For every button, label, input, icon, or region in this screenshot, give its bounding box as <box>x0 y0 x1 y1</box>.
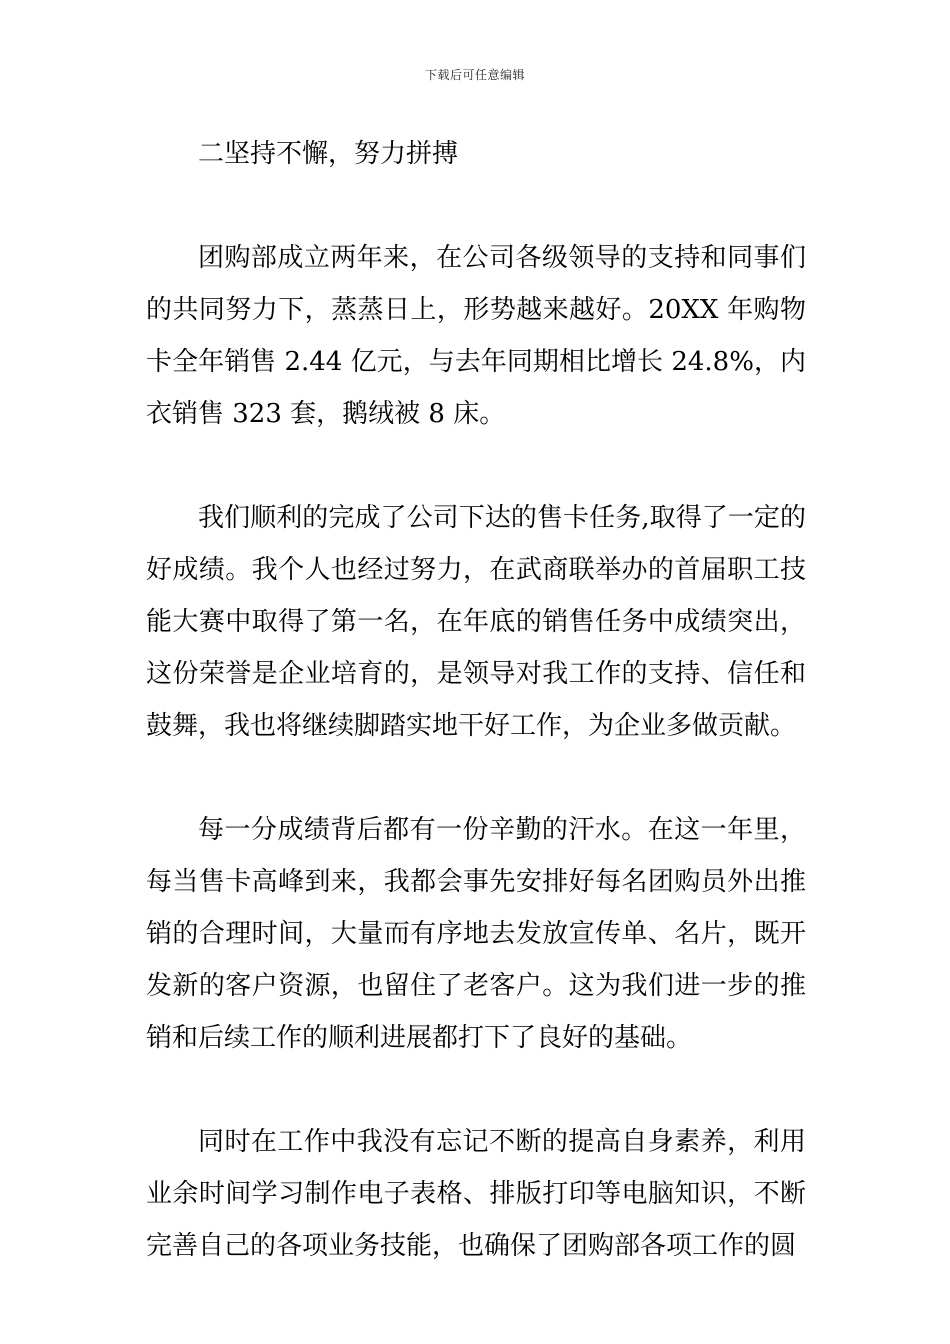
page-header-note: 下载后可任意编辑 <box>424 68 525 82</box>
paragraph-team-sales: 团购部成立两年来，在公司各级领导的支持和同事们的共同努力下，蒸蒸日上，形势越来越好。20XX 年购物卡全年销售 2.44 亿元，与去年同期相比增长 24.8%，内衣销售 323 套，鹅绒被 8 床。 <box>146 243 806 429</box>
paragraph-self-improvement: 同时在工作中我没有忘记不断的提高自身素养，利用业余时间学习制作电子表格、排版打印等电脑知识，不断完善自己的各项业务技能，也确保了团购部各项工作的圆 <box>146 1127 806 1261</box>
section-heading: 二坚持不懈，努力拼搏 <box>198 139 459 169</box>
paragraph-hard-work: 每一分成绩背后都有一份辛勤的汗水。在这一年里，每当售卡高峰到来，我都会事先安排好每名团购员外出推销的合理时间，大量而有序地去发放宣传单、名片，既开发新的客户资源，也留住了老客户。这为我们进一步的推销和后续工作的顺利进展都打下了良好的基础。 <box>146 815 806 1053</box>
paragraph-achievements: 我们顺利的完成了公司下达的售卡任务,取得了一定的好成绩。我个人也经过努力，在武商联举办的首届职工技能大赛中取得了第一名，在年底的销售任务中成绩突出，这份荣誉是企业培育的，是领导对我工作的支持、信任和鼓舞，我也将继续脚踏实地干好工作，为企业多做贡献。 <box>146 503 806 741</box>
document-body <box>146 128 806 1272</box>
